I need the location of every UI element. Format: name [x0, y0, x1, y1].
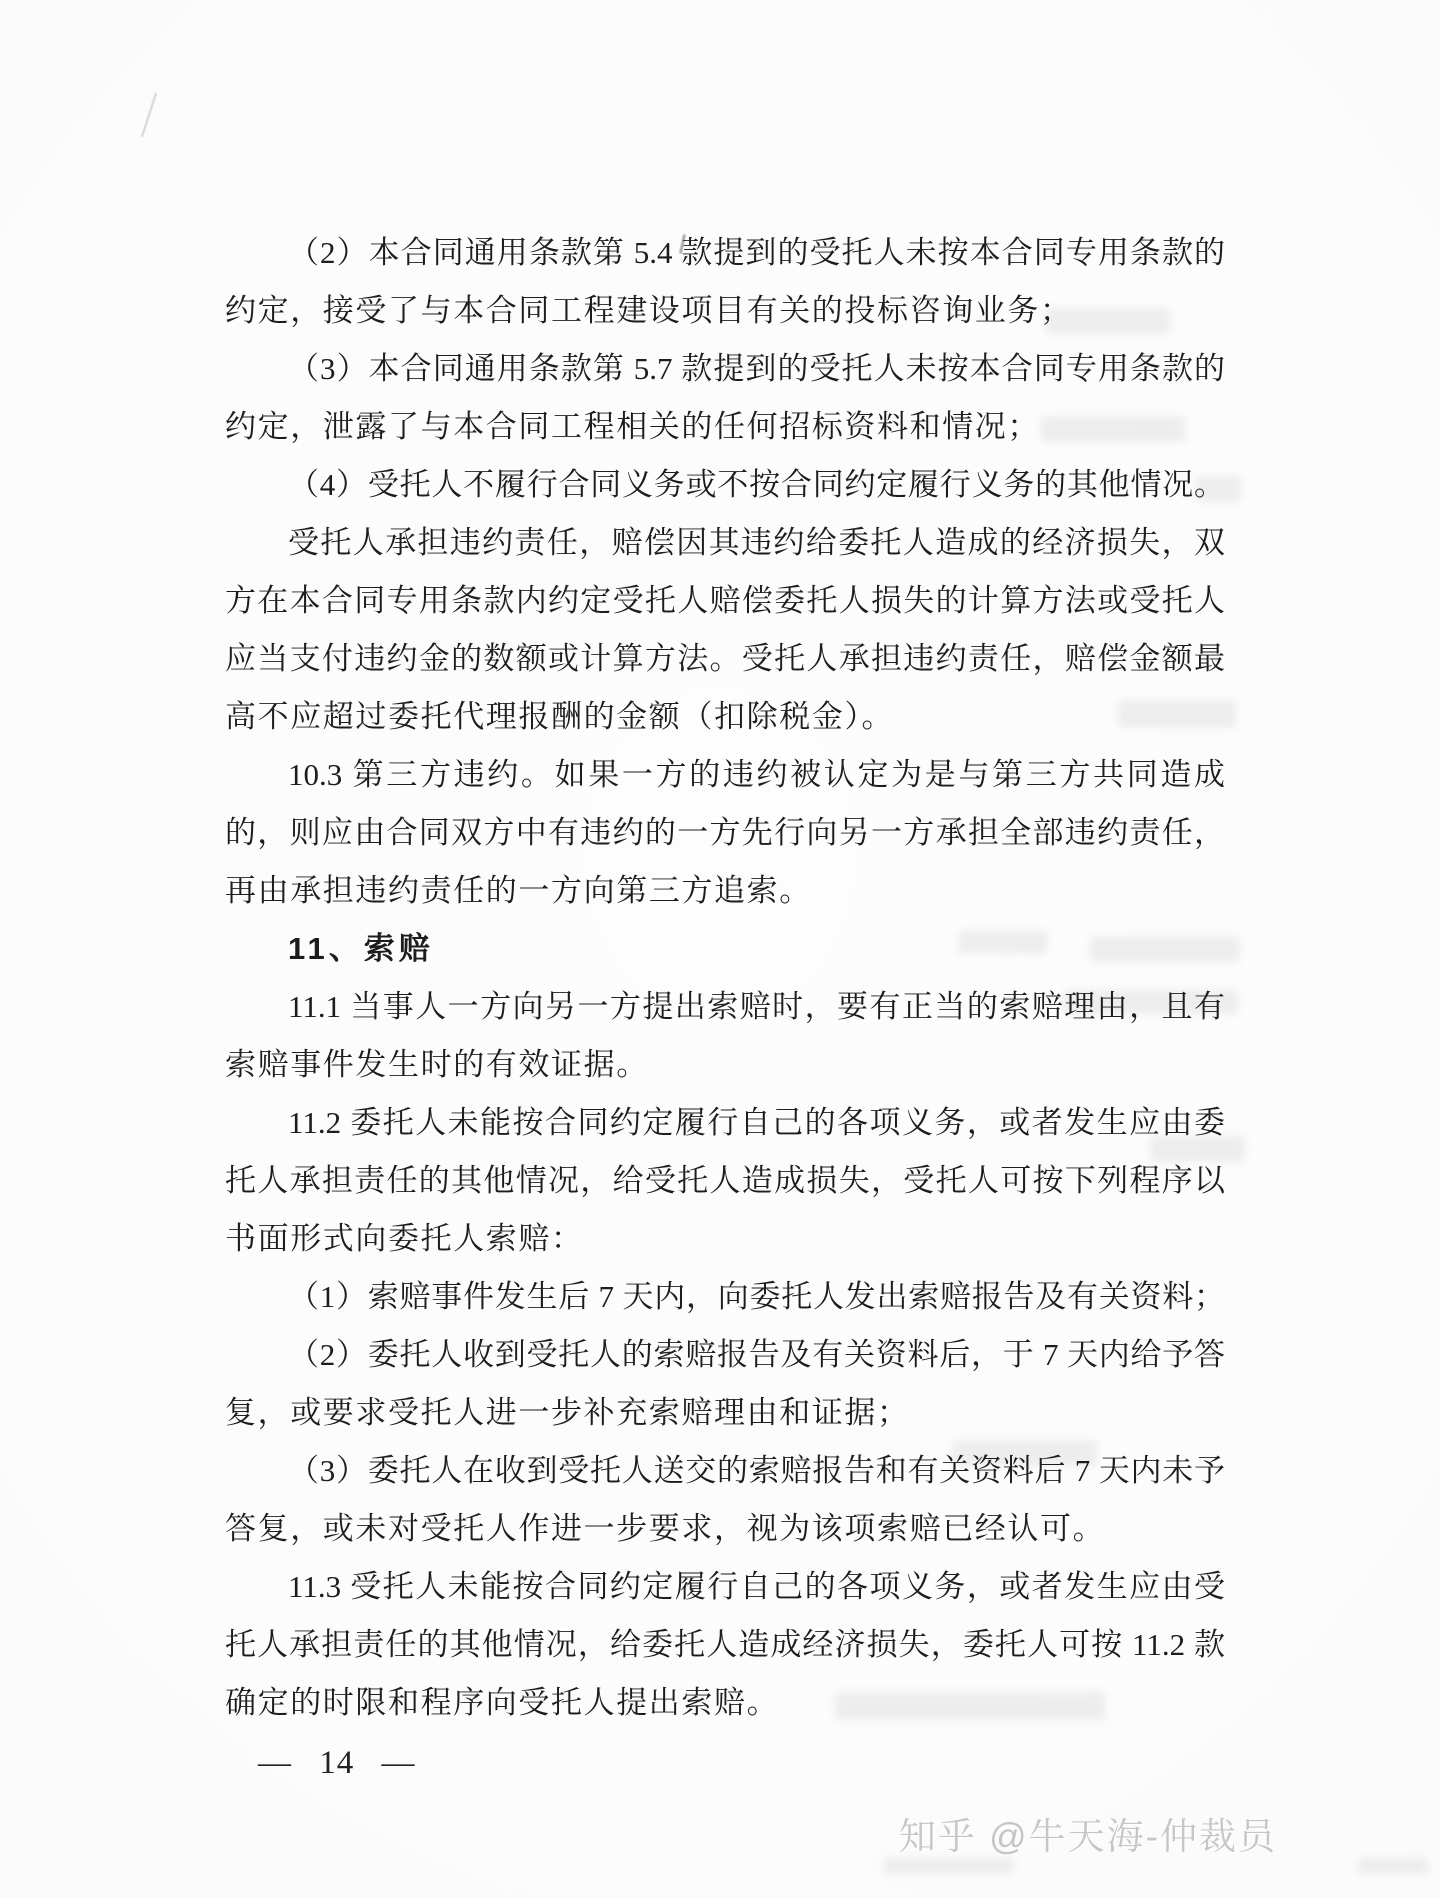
- text-line: 高不应超过委托代理报酬的金额（扣除税金）。: [225, 699, 895, 734]
- text-line: 复，或要求受托人进一步补充索赔理由和证据；: [225, 1395, 910, 1430]
- text-line: 约定，泄露了与本合同工程相关的任何招标资料和情况；: [225, 409, 1040, 444]
- text-line: （3）委托人在收到受托人送交的索赔报告和有关资料后 7 天内未予: [288, 1453, 1225, 1488]
- watermark: 知乎 @牛天海-仲裁员: [898, 1816, 1277, 1857]
- text-line: 11.1 当事人一方向另一方提出索赔时，要有正当的索赔理由，且有: [288, 989, 1225, 1024]
- text-line: （2）本合同通用条款第 5.4 款提到的受托人未按本合同专用条款的: [288, 235, 1225, 270]
- text-line: （4）受托人不履行合同义务或不按合同约定履行义务的其他情况。: [288, 467, 1225, 502]
- text-line: 确定的时限和程序向受托人提出索赔。: [225, 1685, 780, 1720]
- text-line: （1）索赔事件发生后 7 天内，向委托人发出索赔报告及有关资料；: [288, 1279, 1225, 1314]
- text-line: 11、索赔: [288, 931, 434, 966]
- text-line: 10.3 第三方违约。如果一方的违约被认定为是与第三方共同造成: [288, 757, 1225, 792]
- text-line: 托人承担责任的其他情况，给委托人造成经济损失，委托人可按 11.2 款: [225, 1627, 1225, 1662]
- bleed-through-artifact: [1358, 1858, 1428, 1874]
- text-line: 答复，或未对受托人作进一步要求，视为该项索赔已经认可。: [225, 1511, 1106, 1546]
- text-line: 11.2 委托人未能按合同约定履行自己的各项义务，或者发生应由委: [288, 1105, 1225, 1140]
- text-line: 11.3 受托人未能按合同约定履行自己的各项义务，或者发生应由受: [288, 1569, 1225, 1604]
- text-line: 受托人承担违约责任，赔偿因其违约给委托人造成的经济损失，双: [288, 525, 1225, 560]
- page-number: — 14 —: [258, 1745, 416, 1781]
- text-line: 托人承担责任的其他情况，给受托人造成损失，受托人可按下列程序以: [225, 1163, 1225, 1198]
- scan-scratch-artifact: [141, 93, 157, 137]
- text-line: 方在本合同专用条款内约定受托人赔偿委托人损失的计算方法或受托人: [225, 583, 1225, 618]
- text-line: 索赔事件发生时的有效证据。: [225, 1047, 649, 1082]
- document-body: [225, 224, 1225, 1732]
- text-line: 应当支付违约金的数额或计算方法。受托人承担违约责任，赔偿金额最: [225, 641, 1225, 676]
- text-line: 的，则应由合同双方中有违约的一方先行向另一方承担全部违约责任，: [225, 815, 1225, 850]
- text-line: 约定，接受了与本合同工程建设项目有关的投标咨询业务；: [225, 293, 1073, 328]
- text-line: （2）委托人收到受托人的索赔报告及有关资料后，于 7 天内给予答: [288, 1337, 1225, 1372]
- text-line: （3）本合同通用条款第 5.7 款提到的受托人未按本合同专用条款的: [288, 351, 1225, 386]
- text-line: 再由承担违约责任的一方向第三方追索。: [225, 873, 812, 908]
- text-line: 书面形式向委托人索赔：: [225, 1221, 584, 1256]
